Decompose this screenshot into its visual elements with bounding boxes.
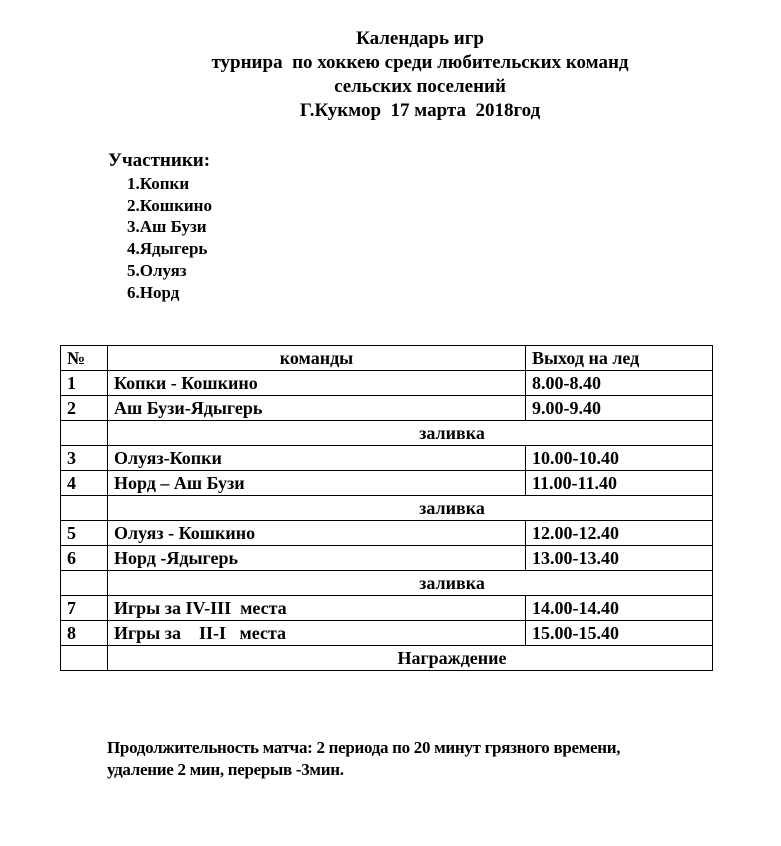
empty-cell (61, 421, 108, 446)
footer-line: удаление 2 мин, перерыв -3мин. (107, 760, 344, 779)
game-teams: Олуяз-Копки (108, 446, 526, 471)
participants-heading: Участники: (108, 150, 211, 171)
game-number: 7 (61, 596, 108, 621)
participant-item: 5.Олуяз (127, 260, 187, 280)
participant-item: 2.Кошкино (127, 195, 212, 215)
break-label: заливка (108, 421, 713, 446)
game-number: 2 (61, 396, 108, 421)
game-time: 13.00-13.40 (526, 546, 713, 571)
title-line: Г.Кукмор 17 марта 2018год (299, 100, 541, 121)
participant-item: 4.Ядыгерь (127, 239, 208, 259)
break-label: заливка (108, 571, 713, 596)
game-time: 14.00-14.40 (526, 596, 713, 621)
table-row (61, 596, 713, 621)
break-row (61, 571, 713, 596)
schedule-table (60, 345, 713, 671)
game-teams: Игры за IV-III места (108, 596, 526, 621)
table-row (61, 396, 713, 421)
column-header-teams: команды (108, 346, 526, 371)
title-line: Календарь игр (356, 28, 484, 49)
table-row (61, 446, 713, 471)
game-number: 5 (61, 521, 108, 546)
table-row (61, 621, 713, 646)
column-header-time: Выход на лед (526, 346, 713, 371)
game-time: 11.00-11.40 (526, 471, 713, 496)
game-teams: Игры за II-I места (108, 621, 526, 646)
game-teams: Аш Бузи-Ядыгерь (108, 396, 526, 421)
empty-cell (61, 496, 108, 521)
footer-line: Продолжительность матча: 2 периода по 20 минут грязного времени, (107, 738, 621, 757)
document-title (0, 27, 781, 123)
game-time: 12.00-12.40 (526, 521, 713, 546)
game-teams: Норд -Ядыгерь (108, 546, 526, 571)
match-rules-note (107, 737, 620, 781)
participants-list (108, 150, 212, 303)
table-row (61, 471, 713, 496)
game-number: 1 (61, 371, 108, 396)
awards-label: Награждение (108, 646, 713, 671)
game-time: 10.00-10.40 (526, 446, 713, 471)
game-number: 3 (61, 446, 108, 471)
break-row (61, 421, 713, 446)
game-time: 15.00-15.40 (526, 621, 713, 646)
table-row (61, 371, 713, 396)
game-teams: Норд – Аш Бузи (108, 471, 526, 496)
participant-item: 3.Аш Бузи (127, 217, 207, 237)
empty-cell (61, 571, 108, 596)
game-time: 9.00-9.40 (526, 396, 713, 421)
game-teams: Копки - Кошкино (108, 371, 526, 396)
title-line: турнира по хоккею среди любительских команд (211, 52, 629, 73)
table-row (61, 546, 713, 571)
break-row (61, 496, 713, 521)
game-number: 6 (61, 546, 108, 571)
game-number: 4 (61, 471, 108, 496)
participant-item: 6.Норд (127, 282, 180, 302)
participant-item: 1.Копки (127, 174, 190, 193)
table-header-row (61, 346, 713, 371)
title-line: сельских поселений (334, 76, 506, 97)
empty-cell (61, 646, 108, 671)
column-header-number: № (61, 346, 108, 371)
awards-row (61, 646, 713, 671)
game-time: 8.00-8.40 (526, 371, 713, 396)
break-label: заливка (108, 496, 713, 521)
game-number: 8 (61, 621, 108, 646)
table-row (61, 521, 713, 546)
game-teams: Олуяз - Кошкино (108, 521, 526, 546)
